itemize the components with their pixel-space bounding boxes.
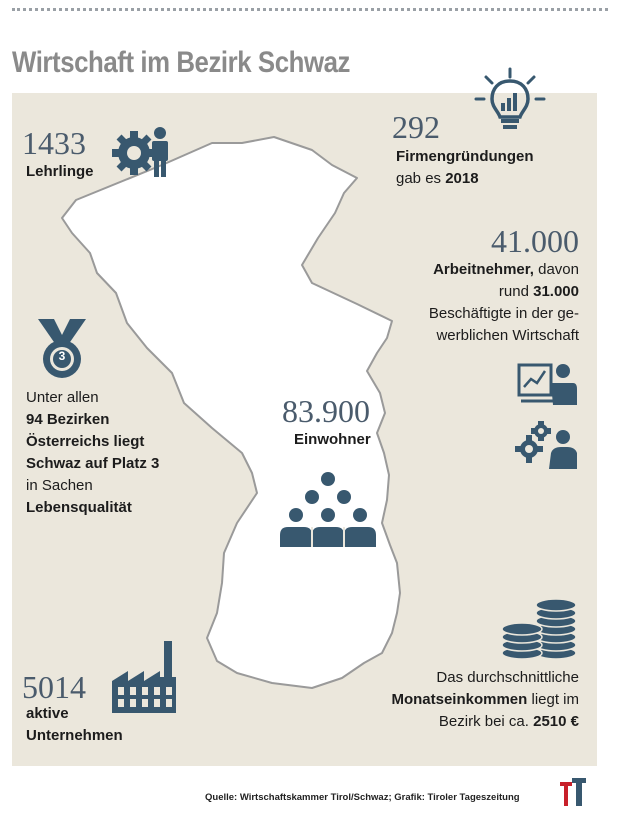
gear-person-icon [110,123,172,179]
arbeitnehmer-number: 41.000 [491,223,579,259]
lebensqualitaet-line2: 94 Bezirken [26,411,110,428]
firmen-line2: gab es 2018 [396,170,479,187]
lebensqualitaet-line4: Schwaz auf Platz 3 [26,455,160,472]
arbeitnehmer-line2: rund 31.000 [498,283,579,300]
lebensqualitaet-line3: Österreichs liegt [26,433,145,450]
lebensqualitaet-line1: Unter allen [26,389,99,406]
einkommen-line2: Monatseinkommen liegt im [391,691,579,708]
lehrlinge-number: 1433 [22,125,86,161]
coins-icon [500,593,580,661]
lehrlinge-label: Lehrlinge [26,163,94,180]
arbeitnehmer-line3: Beschäftigte in der ge- [428,305,579,322]
page-title: Wirtschaft im Bezirk Schwaz [12,46,350,79]
top-dotted-rule [12,8,608,11]
lightbulb-chart-icon [472,65,548,135]
arbeitnehmer-line4: werblichen Wirtschaft [436,327,579,344]
einwohner-label: Einwohner [294,431,371,448]
infographic-panel [12,93,597,766]
tt-logo [558,776,588,808]
factory-icon [110,641,178,715]
firmen-line1: Firmengründungen [396,148,534,165]
gears-person-icon [515,421,579,471]
unternehmen-line2: Unternehmen [26,727,123,744]
population-icon [276,471,380,551]
einkommen-line1: Das durchschnittliche [436,669,579,686]
firmen-number: 292 [392,109,440,145]
lebensqualitaet-line5: in Sachen [26,477,93,494]
einkommen-line3: Bezirk bei ca. 2510 € [438,713,579,730]
source-credit: Quelle: Wirtschaftskammer Tirol/Schwaz; Grafik: Tiroler Tageszeitung [205,792,520,803]
presenter-chart-icon [517,361,579,407]
unternehmen-line1: aktive [26,705,69,722]
einwohner-number: 83.900 [282,393,370,429]
unternehmen-number: 5014 [22,669,86,705]
medal-rank: 3 [58,349,66,363]
arbeitnehmer-line1: Arbeitnehmer, davon [433,261,579,278]
lebensqualitaet-line6: Lebensqualität [26,499,132,516]
